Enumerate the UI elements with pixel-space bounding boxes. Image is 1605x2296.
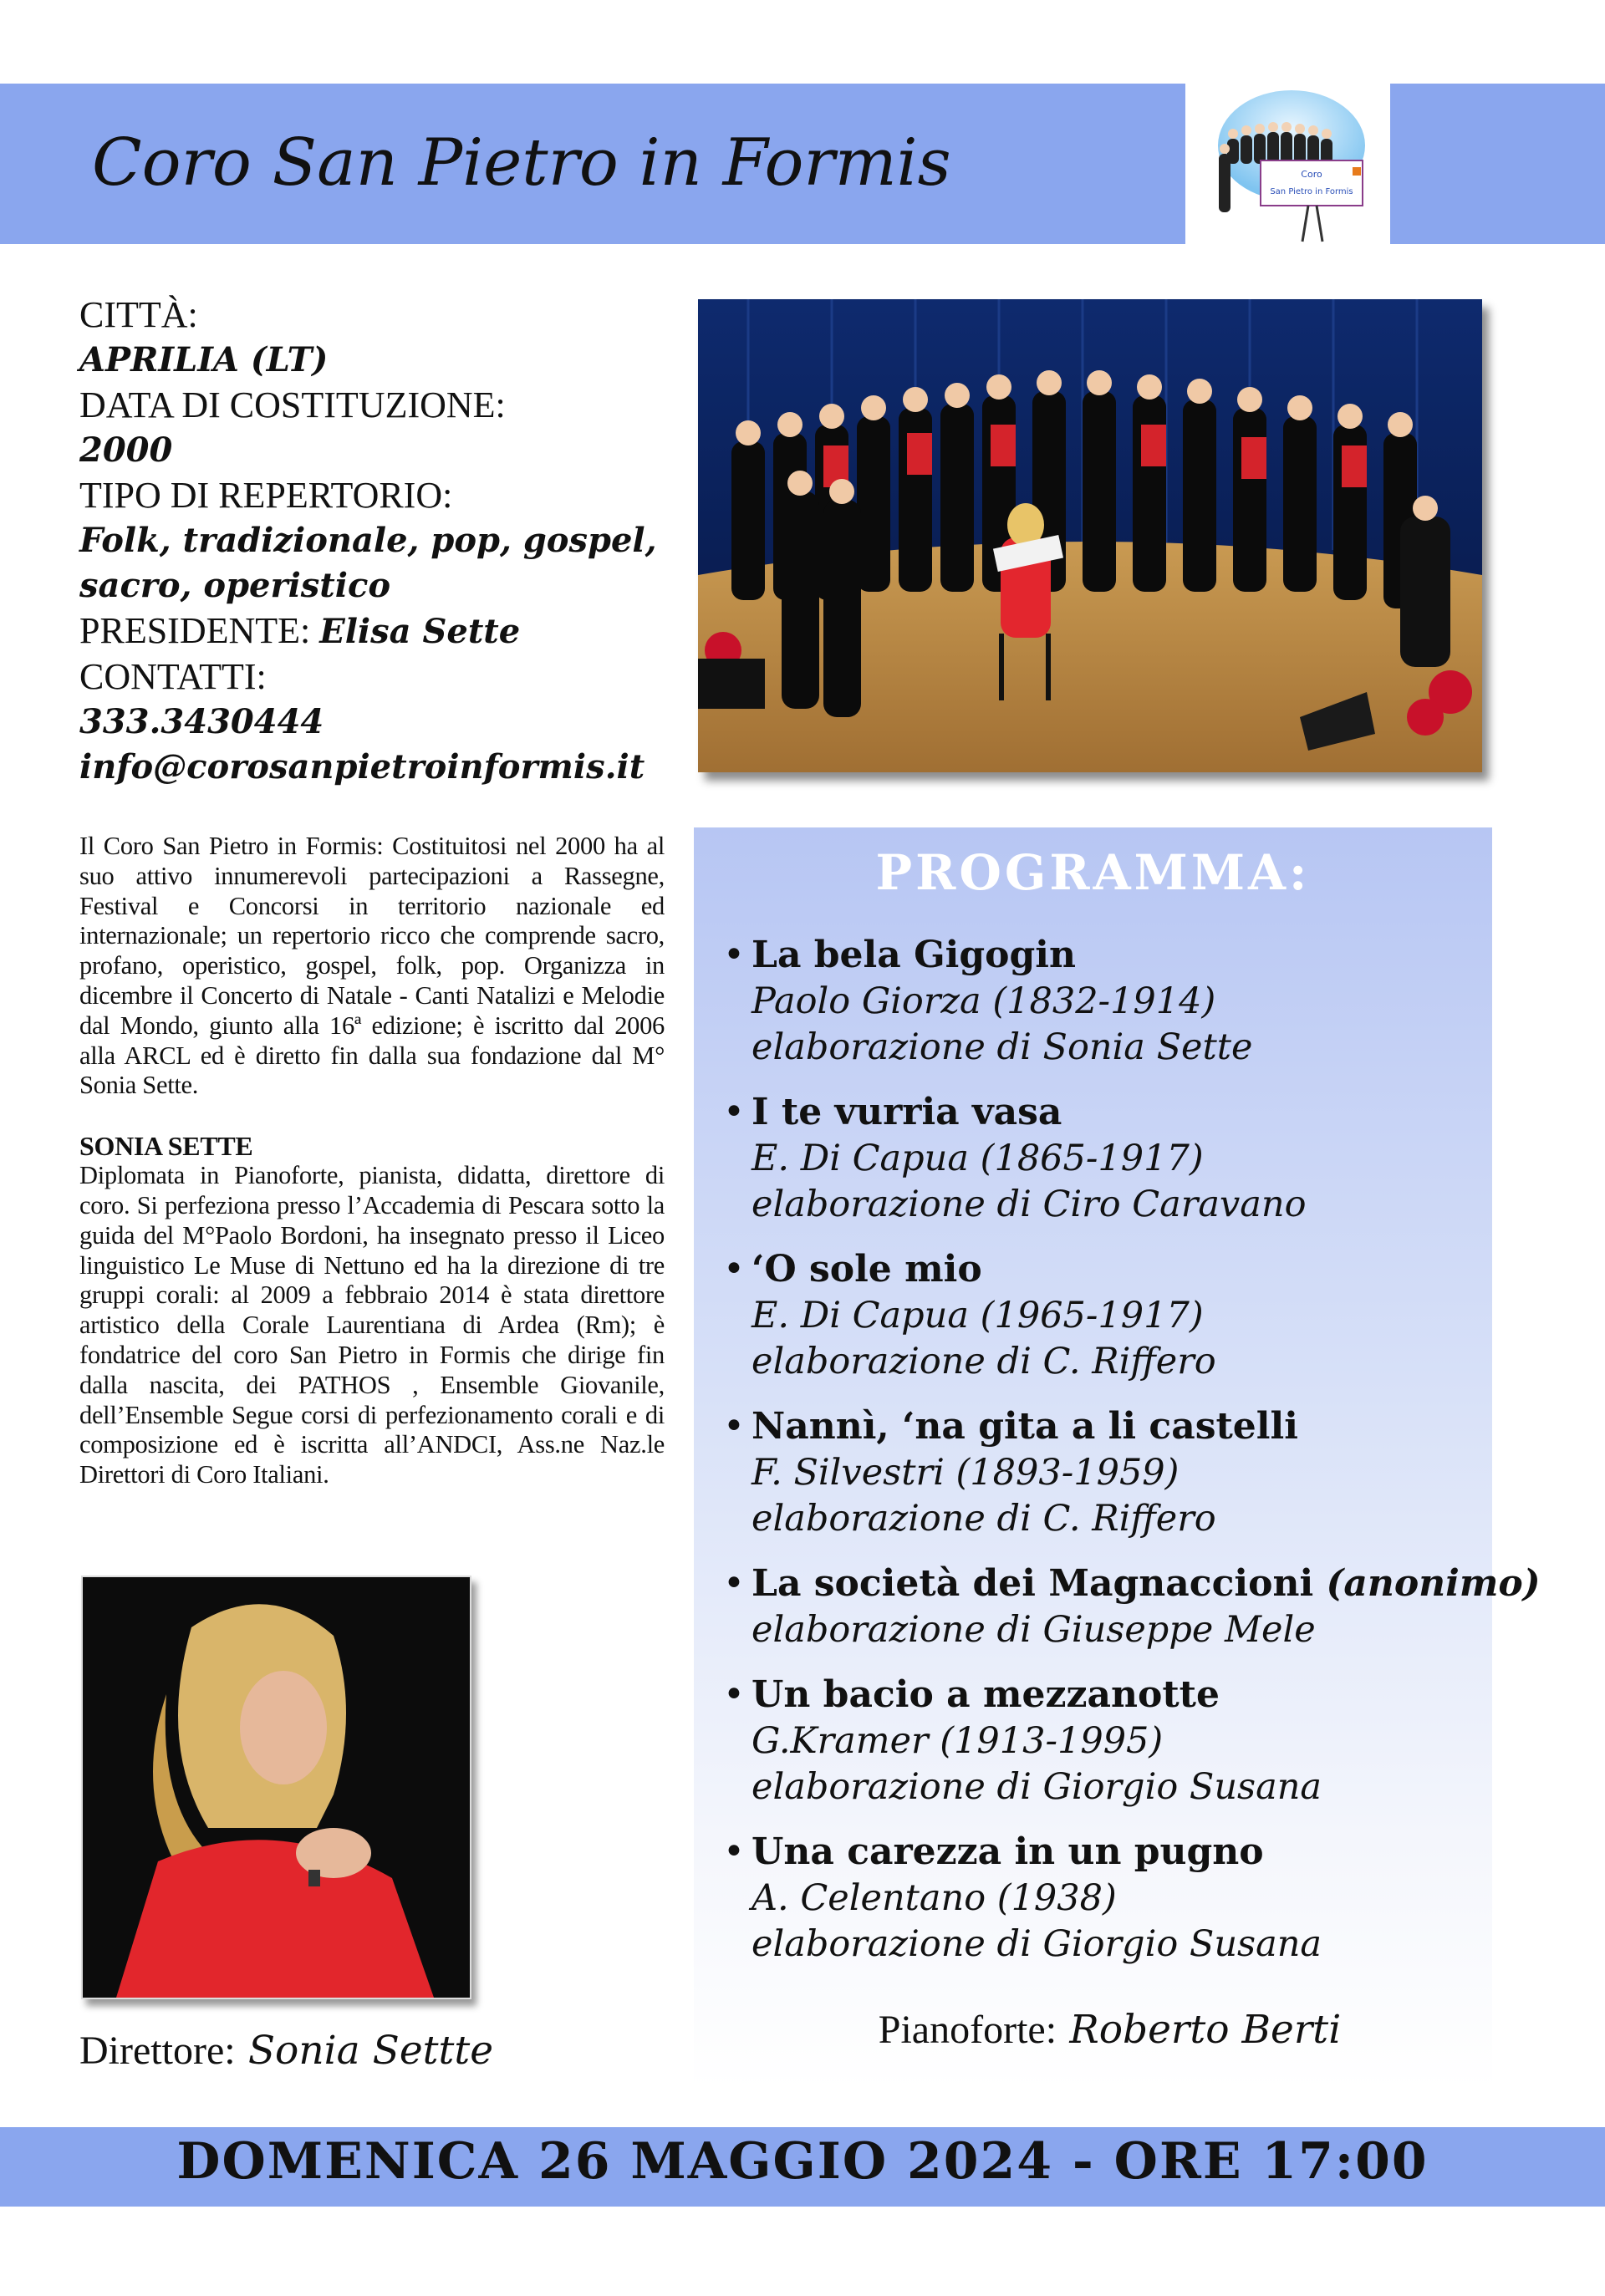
song-composer: A. Celentano (1938) [752,1877,1117,1919]
choir-description: Il Coro San Pietro in Formis: Costituitosi nel 2000 ha al suo attivo innumerevoli partecipazioni a Rassegne, Festival e Concorsi in territorio nazionale ed internazionale; un repertorio ricco che comprende sacro, profano, operistico, gospel, folk, pop. Organizza in dicembre il Concerto di Natale - Canti Natalizi e Melodie dal Mondo, giunto alla 16ª edizione; è iscritto dal 2006 alla ARCL ed è diretto fin dalla sua fondazione dal M° Sonia Sette. [79,832,665,1100]
pianist-name: Roberto Berti [1069,2007,1342,2053]
logo-text-coro: Coro [1301,169,1322,180]
director-description: Diplomata in Pianoforte, pianista, didatta, direttore di coro. Si perfeziona presso l’Accademia di Pescara sotto la guida del M°Paolo Bordoni, ha insegnato presso il Liceo linguistico Le Muse di Nettuno ed ha la direzione di tre gruppi corali: al 2009 a febbraio 2014 è stata direttore artistico della Corale Laurentiana di Ardea (Rm); è fondatrice del coro San Pietro in Formis che dirige fin dalla nascita, dei PATHOS , Ensemble Giovanile, dell’Ensemble Segue corsi di perfezionamento corali e di composizione ed è iscritta all’ANDCI, Ass.ne Naz.le Direttori di Coro Italiani. [79,1161,665,1489]
song-arrangement: elaborazione di Giuseppe Mele [752,1609,1316,1651]
director-caption-name: Sonia Settte [247,2028,494,2074]
bullet: • [723,1091,745,1133]
song-item [723,1672,1475,1810]
program-list [723,932,1541,1986]
pianist-label: Pianoforte: [878,2008,1057,2052]
founded-value: 2000 [79,430,173,470]
repertoire-value-2: sacro, operistico [79,566,390,605]
song-title: La società dei Magnaccioni [752,1562,1314,1605]
program-title: PROGRAMMA: [875,844,1311,901]
song-composer: E. Di Capua (1965-1917) [752,1295,1204,1336]
president-row [79,608,665,654]
choir-logo [1204,87,1379,246]
program-panel [694,827,1541,2090]
bullet: • [723,1248,745,1291]
president-label: PRESIDENTE: [79,610,311,651]
city-value: APRILIA (LT) [79,340,329,379]
bullet: • [723,1405,745,1448]
song-item [723,1560,1541,1653]
song-arrangement: elaborazione di Sonia Sette [752,1026,1253,1068]
city-label: CITTÀ: [79,294,198,335]
song-title: Nannì, ‘na gita a li castelli [752,1405,1298,1448]
bullet: • [723,1673,745,1716]
song-arrangement: elaborazione di Giorgio Susana [752,1923,1322,1965]
song-composer: G.Kramer (1913-1995) [752,1720,1164,1762]
director-heading: SONIA SETTE [79,1131,253,1162]
song-item [723,1829,1475,1968]
page-title: Coro San Pietro in Formis [92,125,951,201]
choir-info [79,293,665,790]
bullet: • [723,1562,745,1605]
song-item [723,1089,1475,1228]
song-arrangement: elaborazione di C. Riffero [752,1498,1216,1540]
song-composer: E. Di Capua (1865-1917) [752,1138,1204,1179]
song-item [723,1403,1475,1542]
biography [79,832,665,1490]
song-title: Una carezza in un pugno [752,1830,1264,1873]
song-arrangement: elaborazione di C. Riffero [752,1341,1216,1382]
event-date: DOMENICA 26 MAGGIO 2024 - ORE 17:00 [176,2132,1429,2191]
director-caption-label: Direttore: [79,2029,236,2073]
repertoire-label: TIPO DI REPERTORIO: [79,475,453,516]
song-item [723,1246,1475,1385]
director-photo [81,1576,471,1999]
song-title: ‘O sole mio [752,1248,982,1291]
president-value: Elisa Sette [319,612,521,651]
song-item [723,932,1475,1071]
logo-text-name: San Pietro in Formis [1270,187,1353,196]
song-title: La bela Gigogin [752,934,1076,976]
song-arrangement: elaborazione di Ciro Caravano [752,1184,1307,1225]
repertoire-value-1: Folk, tradizionale, pop, gospel, [79,521,657,560]
song-composer: F. Silvestri (1893-1959) [752,1452,1180,1494]
song-title: Un bacio a mezzanotte [752,1673,1220,1716]
choir-photo [698,299,1482,772]
song-title-row [752,1560,1541,1607]
pianist-credit [694,2006,1492,2053]
email-value: info@corosanpietroinformis.it [79,747,645,787]
header-band-right [1390,84,1605,244]
contacts-label: CONTATTI: [79,656,267,697]
song-composer: Paolo Giorza (1832-1914) [752,980,1216,1022]
song-note: (anonimo) [1326,1562,1541,1605]
director-caption [79,2027,493,2074]
song-arrangement: elaborazione di Giorgio Susana [752,1766,1322,1808]
song-title: I te vurria vasa [752,1091,1062,1133]
bullet: • [723,1830,745,1873]
phone-value: 333.3430444 [79,702,324,741]
bullet: • [723,934,745,976]
founded-label: DATA DI COSTITUZIONE: [79,384,506,425]
